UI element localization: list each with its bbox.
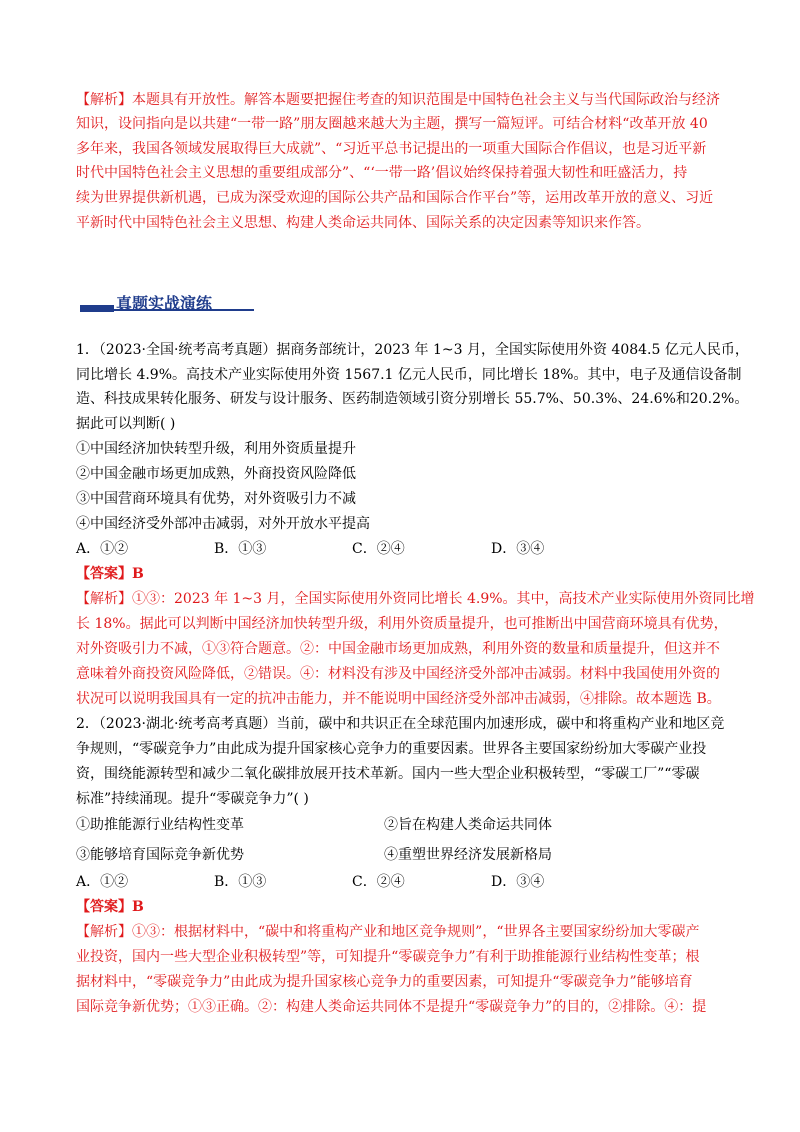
q1-answer: 【答案】B [76, 566, 144, 582]
q1-analysis-line: 【解析】①③：2023 年 1~3 月，全国实际使用外资同比增长 4.9%。其中，高技术产业实际使用外资同比增 [76, 591, 755, 607]
intro-analysis-line: 【解析】本题具有开放性。解答本题要把握住考查的知识范围是中国特色社会主义与当代国际政治与经济 [76, 92, 720, 108]
q1-statement: ①中国经济加快转型升级，利用外资质量提升 [76, 441, 356, 457]
intro-analysis-line: 续为世界提供新机遇，已成为深受欢迎的国际公共产品和国际合作平台”等，运用改革开放的意义、习近 [76, 190, 714, 206]
q2-analysis-line: 据材料中，“零碳竞争力”由此成为提升国家核心竞争力的重要因素，可知提升“零碳竞争力”能够培育 [76, 974, 693, 990]
q2-statement: ②旨在构建人类命运共同体 [384, 817, 552, 833]
q2-stem-line: 标准”持续涌现。提升“零碳竞争力”( ) [76, 791, 309, 807]
q1-analysis-line: 对外资吸引力不减，①③符合题意。②：中国金融市场更加成熟，利用外资的数量和质量提升，但这并不 [76, 641, 720, 657]
q2-analysis-line: 国际竞争新优势；①③正确。②：构建人类命运共同体不是提升“零碳竞争力”的目的，②排除。④：提 [76, 999, 707, 1015]
q2-option-d: D．③④ [491, 874, 545, 890]
q1-statement: ④中国经济受外部冲击减弱，对外开放水平提高 [76, 516, 370, 532]
intro-analysis-line: 时代中国特色社会主义思想的重要组成部分”、“‘一带一路’倡议始终保持着强大韧性和旺盛活力，持 [76, 165, 688, 181]
q2-option-a: A．①② [76, 874, 129, 890]
q1-statement: ②中国金融市场更加成熟，外商投资风险降低 [76, 466, 356, 482]
q1-analysis-line: 意味着外商投资风险降低，②错误。④：材料没有涉及中国经济受外部冲击减弱。材料中我国使用外资的 [76, 666, 720, 682]
q1-statement: ③中国营商环境具有优势，对外资吸引力不减 [76, 491, 356, 507]
q1-option-a: A．①② [76, 541, 129, 557]
q2-analysis-line: 业投资，国内一些大型企业积极转型”等，可知提升“零碳竞争力”有利于助推能源行业结构性变革；根 [76, 949, 700, 965]
q1-stem-line: 1．（2023·全国·统考高考真题）据商务部统计，2023 年 1~3 月，全国实际使用外资 4084.5 亿元人民币， [76, 342, 749, 358]
intro-analysis-line: 知识，设问指向是以共建“一带一路”朋友圈越来越大为主题，撰写一篇短评。可结合材料“改革开放 40 [76, 116, 708, 132]
q1-option-b: B．①③ [214, 541, 267, 557]
section-heading-title: 真题实战演练 [116, 294, 213, 313]
q2-option-c: C．②④ [352, 874, 405, 890]
q2-statement: ①助推能源行业结构性变革 [76, 817, 244, 833]
q2-option-b: B．①③ [214, 874, 267, 890]
q1-analysis-line: 长 18%。据此可以判断中国经济加快转型升级，利用外资质量提升，也可推断出中国营商环境具有优势， [76, 616, 728, 632]
q1-analysis-line: 状况可以说明我国具有一定的抗冲击能力，并不能说明中国经济受外部冲击减弱，④排除。故本题选 B。 [76, 691, 721, 707]
q1-stem-line: 造、科技成果转化服务、研发与设计服务、医药制造领域引资分别增长 55.7%、50.3%、24.6%和20.2%。 [76, 391, 749, 407]
q2-analysis-line: 【解析】①③：根据材料中，“碳中和将重构产业和地区竞争规则”，“世界各主要国家纷纷加大零碳产 [76, 924, 700, 940]
q1-option-d: D．③④ [491, 541, 545, 557]
q2-statement: ③能够培育国际竞争新优势 [76, 847, 244, 863]
q1-stem-line: 同比增长 4.9%。高技术产业实际使用外资 1567.1 亿元人民币，同比增长 18%。其中，电子及通信设备制 [76, 367, 742, 383]
q2-answer: 【答案】B [76, 899, 144, 915]
intro-analysis-line: 多年来，我国各领域发展取得巨大成就”、“习近平总书记提出的一项重大国际合作倡议，也是习近平新 [76, 141, 707, 157]
q2-stem-line: 争规则，“零碳竞争力”由此成为提升国家核心竞争力的重要因素。世界各主要国家纷纷加大零碳产业投 [76, 741, 707, 757]
q2-stem-line: 2．（2023·湖北·统考高考真题）当前，碳中和共识正在全球范围内加速形成，碳中和将重构产业和地区竞 [76, 716, 725, 732]
section-heading [80, 292, 258, 316]
q1-stem-line: 据此可以判断( ) [76, 416, 176, 432]
intro-analysis-line: 平新时代中国特色社会主义思想、构建人类命运共同体、国际关系的决定因素等知识来作答。 [76, 215, 650, 231]
q1-option-c: C．②④ [352, 541, 405, 557]
q2-statement: ④重塑世界经济发展新格局 [384, 847, 552, 863]
section-heading-bar [80, 305, 114, 312]
q2-stem-line: 资，围绕能源转型和减少二氧化碳排放展开技术革新。国内一些大型企业积极转型，“零碳工厂”“零碳 [76, 766, 700, 782]
